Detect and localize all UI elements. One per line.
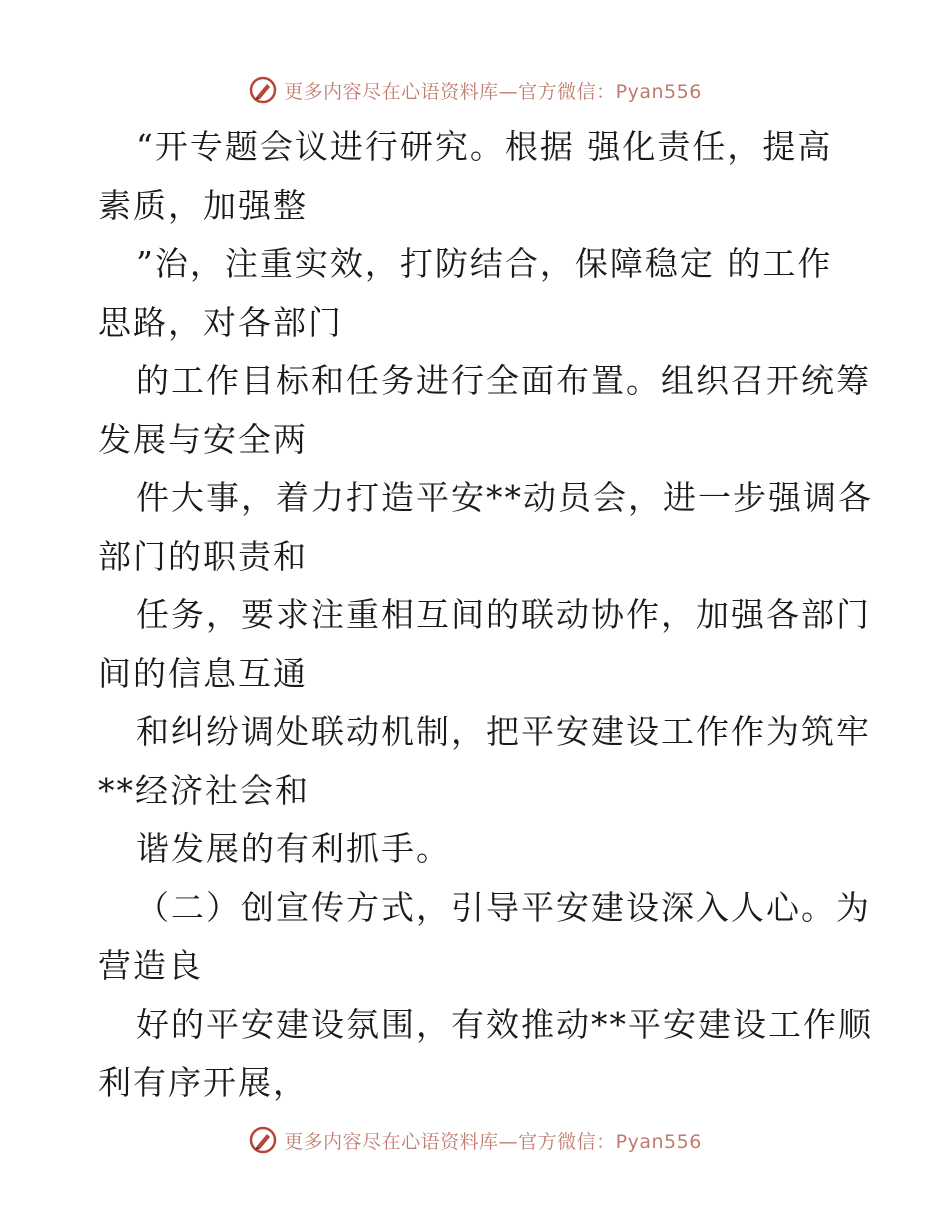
text-line: 间的信息互通 [98, 653, 308, 693]
pen-logo-icon [248, 1125, 278, 1155]
header-watermark [0, 70, 950, 110]
text-line: 思路，对各部门 [98, 302, 343, 342]
text-line: 部门的职责和 [98, 536, 308, 576]
text-line: **经济社会和 [98, 770, 310, 810]
footer-watermark [0, 1120, 950, 1160]
watermark-text: 更多内容尽在心语资料库—官方微信：Pyan556 [284, 80, 702, 103]
text-line: 发展与安全两 [98, 419, 308, 459]
text-line: （二）创宣传方式，引导平安建设深入人心。为 [136, 887, 871, 927]
pen-logo-icon [248, 75, 278, 105]
text-line: 素质，加强整 [98, 185, 308, 225]
text-line: 好的平安建设氛围，有效推动**平安建设工作顺 [136, 1004, 873, 1044]
document-body [98, 118, 873, 1113]
text-line: “开专题会议进行研究。根据 强化责任，提高 [136, 127, 833, 166]
text-line: 件大事，着力打造平安**动员会，进一步强调各 [136, 478, 873, 517]
text-line: 利有序开展， [98, 1063, 308, 1102]
text-line: 营造良 [98, 946, 203, 985]
text-line: 和纠纷调处联动机制，把平安建设工作作为筑牢 [136, 712, 871, 751]
text-line: 谐发展的有利抓手。 [136, 829, 451, 868]
text-line: 任务，要求注重相互间的联动协作，加强各部门 [136, 595, 871, 634]
watermark-text: 更多内容尽在心语资料库—官方微信：Pyan556 [284, 1130, 702, 1153]
text-line: ”治，注重实效，打防结合，保障稳定 的工作 [136, 244, 833, 283]
text-line: 的工作目标和任务进行全面布置。组织召开统筹 [136, 361, 871, 400]
